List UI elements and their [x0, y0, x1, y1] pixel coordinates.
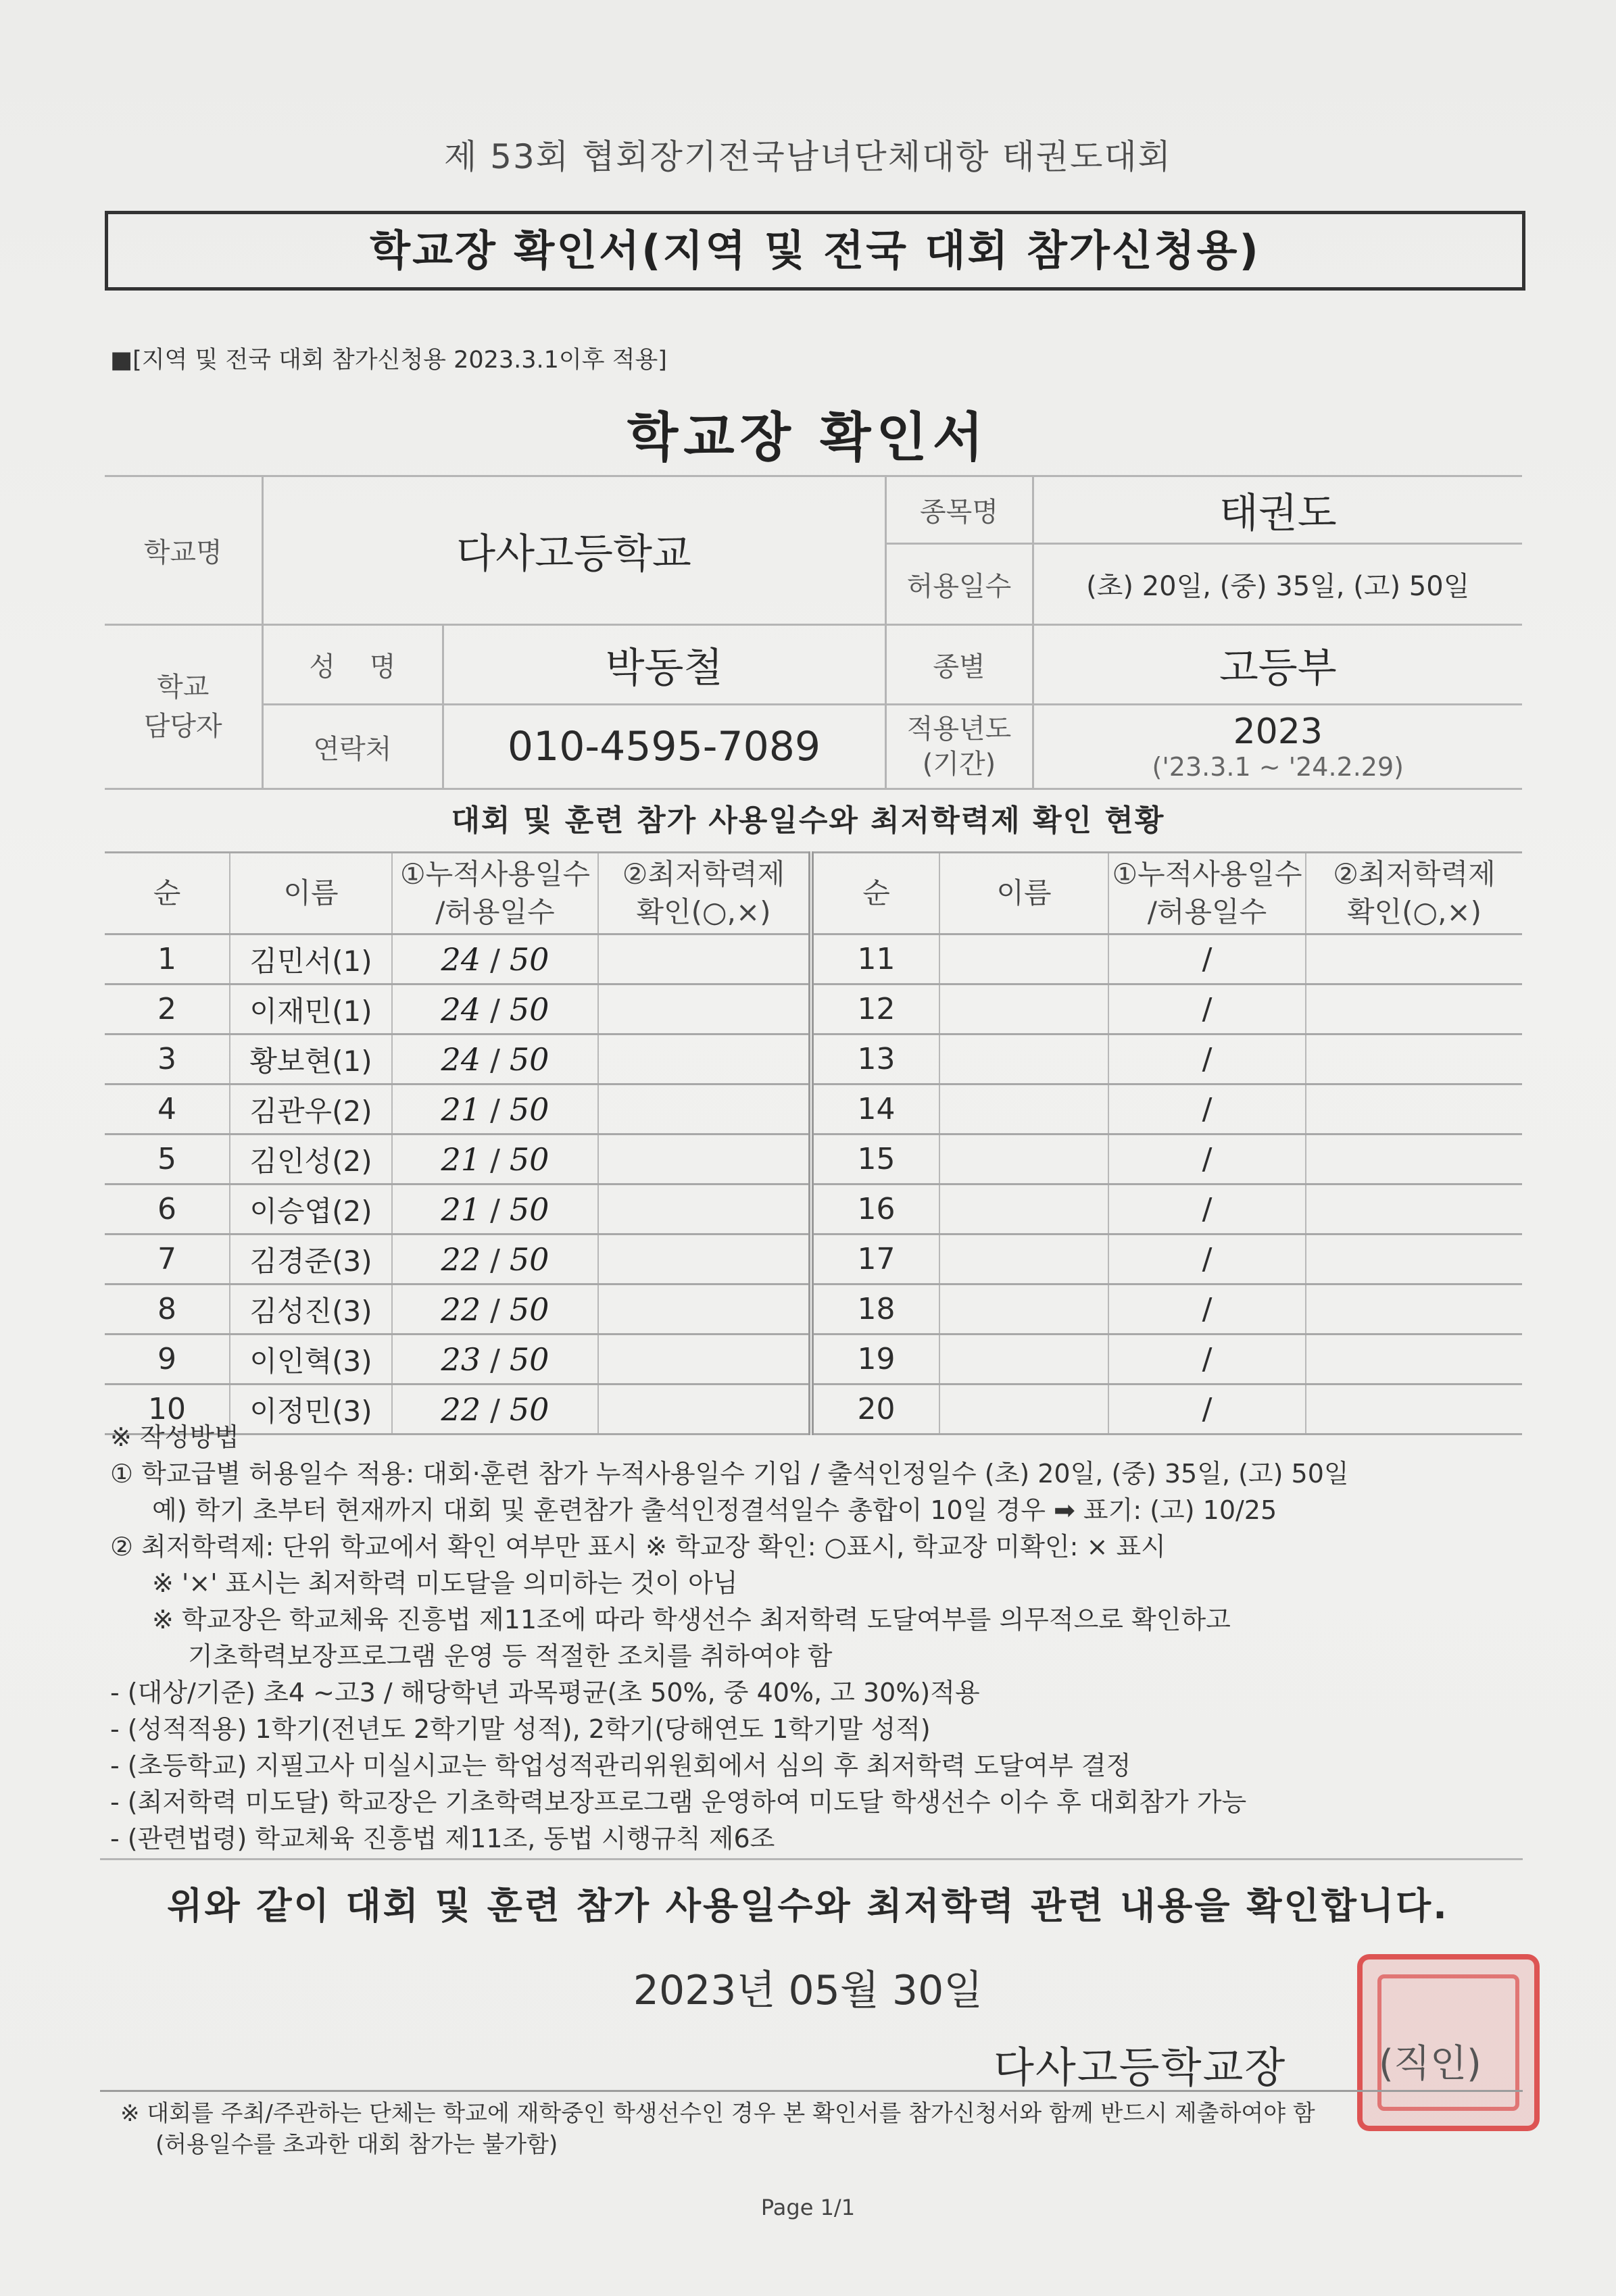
- row-number: 19: [811, 1334, 939, 1384]
- student-name-empty: [939, 984, 1108, 1034]
- header-check: ②최저학력제 확인(○,×): [598, 853, 811, 934]
- row-number: 15: [811, 1134, 939, 1184]
- student-name: 김성진(3): [230, 1284, 392, 1334]
- table-row: [105, 1334, 1522, 1384]
- school-name: 다사고등학교: [262, 476, 885, 625]
- row-number: 17: [811, 1234, 939, 1284]
- handwritten-allowed-days: 50: [509, 1341, 549, 1378]
- school-label: 학교명: [105, 476, 262, 625]
- days-used: [392, 984, 598, 1034]
- academic-check-cell: [1306, 1234, 1522, 1284]
- student-name: 김민서(1): [230, 934, 392, 984]
- academic-check-cell: [598, 1334, 811, 1384]
- academic-check-cell: [1306, 1084, 1522, 1134]
- slash-separator: /: [481, 1093, 510, 1128]
- table-row: [105, 1284, 1522, 1334]
- row-number: 11: [811, 934, 939, 984]
- info-table: [105, 475, 1522, 790]
- student-name-empty: [939, 1284, 1108, 1334]
- student-name-empty: [939, 1234, 1108, 1284]
- row-number: 6: [105, 1184, 230, 1234]
- handwritten-allowed-days: 50: [509, 1191, 549, 1228]
- academic-check-cell: [598, 1034, 811, 1084]
- row-number: 18: [811, 1284, 939, 1334]
- manager-name-label: 성 명: [262, 625, 443, 705]
- row-number: 8: [105, 1284, 230, 1334]
- manager-label: 학교 담당자: [105, 625, 262, 789]
- handwritten-used-days: 21: [441, 1091, 481, 1128]
- slash-separator: /: [481, 943, 510, 978]
- divider: [100, 1858, 1523, 1860]
- table-row: [105, 1084, 1522, 1134]
- student-name-empty: [939, 1184, 1108, 1234]
- student-name: 이재민(1): [230, 984, 392, 1034]
- days-slash: /: [1108, 1234, 1306, 1284]
- academic-check-cell: [598, 984, 811, 1034]
- row-number: 7: [105, 1234, 230, 1284]
- handwritten-used-days: 24: [441, 1041, 481, 1078]
- student-name: 김인성(2): [230, 1134, 392, 1184]
- note-item: ② 최저학력제: 단위 학교에서 확인 여부만 표시 ※ 학교장 확인: ○표시, 학교장 미확인: × 표시: [110, 1532, 1166, 1562]
- year-cell: [1033, 705, 1522, 789]
- row-number: 16: [811, 1184, 939, 1234]
- days-slash: /: [1108, 934, 1306, 984]
- handwritten-allowed-days: 50: [509, 941, 549, 978]
- handwritten-allowed-days: 50: [509, 1091, 549, 1128]
- contact-value: 010-4595-7089: [443, 705, 885, 789]
- days-used: [392, 1334, 598, 1384]
- slash-separator: /: [481, 1193, 510, 1228]
- academic-check-cell: [598, 1234, 811, 1284]
- days-used: [392, 1184, 598, 1234]
- row-number: 4: [105, 1084, 230, 1134]
- header-check-right: ②최저학력제 확인(○,×): [1306, 853, 1522, 934]
- table-row: [105, 934, 1522, 984]
- academic-check-cell: [1306, 1184, 1522, 1234]
- student-name-empty: [939, 1084, 1108, 1134]
- academic-check-cell: [598, 1084, 811, 1134]
- sport-value: 태권도: [1033, 476, 1522, 544]
- handwritten-used-days: 24: [441, 991, 481, 1028]
- slash-separator: /: [481, 1243, 510, 1278]
- row-number: 10: [105, 1384, 230, 1434]
- days-slash: /: [1108, 1134, 1306, 1184]
- note-item: 기초학력보장프로그램 운영 등 적절한 조치를 취하여야 함: [188, 1641, 833, 1671]
- days-used: [392, 1134, 598, 1184]
- note-item: ※ '×' 표시는 최저학력 미도달을 의미하는 것이 아님: [152, 1568, 738, 1598]
- header-name-right: 이름: [939, 853, 1108, 934]
- applicability-note: ■[지역 및 전국 대회 참가신청용 2023.3.1이후 적용]: [110, 347, 667, 374]
- handwritten-allowed-days: 50: [509, 1141, 549, 1178]
- student-name: 김관우(2): [230, 1084, 392, 1134]
- section-title: 대회 및 훈련 참가 사용일수와 최저학력제 확인 현황: [451, 803, 1165, 838]
- row-number: 5: [105, 1134, 230, 1184]
- instructions: [110, 1419, 1529, 1857]
- academic-check-cell: [1306, 934, 1522, 984]
- academic-check-cell: [598, 1134, 811, 1184]
- slash-separator: /: [481, 1343, 510, 1378]
- academic-check-cell: [1306, 1134, 1522, 1184]
- note-item: - (최저학력 미도달) 학교장은 기초학력보장프로그램 운영하여 미도달 학생선수 이수 후 대회참가 가능: [110, 1787, 1247, 1817]
- student-name-empty: [939, 1334, 1108, 1384]
- days-slash: /: [1108, 1184, 1306, 1234]
- attendance-table: [105, 851, 1522, 1435]
- days-used: [392, 1084, 598, 1134]
- days-used: [392, 934, 598, 984]
- principal-title: 다사고등학교장: [994, 2043, 1287, 2092]
- confirmation-statement: 위와 같이 대회 및 훈련 참가 사용일수와 최저학력 관련 내용을 확인합니다.: [167, 1885, 1449, 1927]
- row-number: 12: [811, 984, 939, 1034]
- handwritten-allowed-days: 50: [509, 1291, 549, 1328]
- issue-date: 2023년 05월 30일: [633, 1967, 983, 2014]
- header-days: ①누적사용일수 /허용일수: [392, 853, 598, 934]
- handwritten-allowed-days: 50: [509, 1391, 549, 1428]
- table-row: [105, 1034, 1522, 1084]
- academic-check-cell: [598, 1184, 811, 1234]
- student-name-empty: [939, 1034, 1108, 1084]
- handwritten-used-days: 22: [441, 1291, 481, 1328]
- student-name: 황보현(1): [230, 1034, 392, 1084]
- student-name: 이인혁(3): [230, 1334, 392, 1384]
- table-row: [105, 1184, 1522, 1234]
- days-slash: /: [1108, 1334, 1306, 1384]
- slash-separator: /: [481, 993, 510, 1028]
- contact-label: 연락처: [262, 705, 443, 789]
- form-title-box: 학교장 확인서(지역 및 전국 대회 참가신청용): [105, 211, 1525, 291]
- division-label: 종별: [885, 625, 1033, 705]
- row-number: 3: [105, 1034, 230, 1084]
- days-used: [392, 1034, 598, 1084]
- note-item: - (관련법령) 학교체육 진흥법 제11조, 동법 시행규칙 제6조: [110, 1824, 775, 1853]
- division-value: 고등부: [1033, 625, 1522, 705]
- table-row: [105, 984, 1522, 1034]
- handwritten-used-days: 23: [441, 1341, 481, 1378]
- student-name-empty: [939, 934, 1108, 984]
- footnote-line: ※ 대회를 주최/주관하는 단체는 학교에 재학중인 학생선수인 경우 본 확인서를 참가신청서와 함께 반드시 제출하여야 함: [120, 2100, 1315, 2127]
- row-number: 13: [811, 1034, 939, 1084]
- divider: [100, 2090, 1523, 2092]
- note-item: - (대상/기준) 초4 ~고3 / 해당학년 과목평균(초 50%, 중 40%, 고 30%)적용: [110, 1678, 980, 1707]
- student-name: 이정민(3): [230, 1384, 392, 1434]
- note-item: - (성적적용) 1학기(전년도 2학기말 성적), 2학기(당해연도 1학기말 성적): [110, 1714, 931, 1744]
- row-number: 9: [105, 1334, 230, 1384]
- note-item: - (초등학교) 지필고사 미실시교는 학업성적관리위원회에서 심의 후 최저학력 도달여부 결정: [110, 1751, 1131, 1780]
- handwritten-allowed-days: 50: [509, 991, 549, 1028]
- note-item: ※ 학교장은 학교체육 진흥법 제11조에 따라 학생선수 최저학력 도달여부를 의무적으로 확인하고: [152, 1605, 1231, 1634]
- year-label: 적용년도 (기간): [885, 705, 1033, 789]
- page-number: Page 1/1: [760, 2195, 856, 2220]
- year-period: ('23.3.1 ~ '24.2.29): [1152, 752, 1404, 782]
- handwritten-allowed-days: 50: [509, 1041, 549, 1078]
- sport-label: 종목명: [885, 476, 1033, 544]
- footnote-line: (허용일수를 초과한 대회 참가는 불가함): [155, 2131, 558, 2158]
- note-item: ① 학교급별 허용일수 적용: 대회·훈련 참가 누적사용일수 기입 / 출석인정일수 (초) 20일, (중) 35일, (고) 50일: [110, 1459, 1349, 1489]
- days-slash: /: [1108, 1284, 1306, 1334]
- student-name: 김경준(3): [230, 1234, 392, 1284]
- main-title: 학교장 확인서: [627, 407, 989, 468]
- header-no: 순: [105, 853, 230, 934]
- header-name: 이름: [230, 853, 392, 934]
- academic-check-cell: [598, 1284, 811, 1334]
- handwritten-used-days: 21: [441, 1141, 481, 1178]
- allowed-days-label: 허용일수: [885, 544, 1033, 625]
- header-no-right: 순: [811, 853, 939, 934]
- days-used: [392, 1234, 598, 1284]
- note-item: 예) 학기 초부터 현재까지 대회 및 훈련참가 출석인정결석일수 총합이 10일 경우 ➡ 표기: (고) 10/25: [152, 1495, 1277, 1525]
- slash-separator: /: [481, 1293, 510, 1328]
- days-slash: /: [1108, 1084, 1306, 1134]
- footnote: [120, 2098, 1315, 2160]
- academic-check-cell: [1306, 1334, 1522, 1384]
- handwritten-used-days: 22: [441, 1241, 481, 1278]
- table-row: [105, 1234, 1522, 1284]
- slash-separator: /: [481, 1043, 510, 1078]
- event-title: 제 53회 협회장기전국남녀단체대항 태권도대회: [443, 137, 1172, 176]
- student-name: 이승엽(2): [230, 1184, 392, 1234]
- row-number: 20: [811, 1384, 939, 1434]
- handwritten-used-days: 24: [441, 941, 481, 978]
- days-slash: /: [1108, 1384, 1306, 1434]
- allowed-days-value: (초) 20일, (중) 35일, (고) 50일: [1033, 544, 1522, 625]
- table-row: [105, 1134, 1522, 1184]
- manager-name: 박동철: [443, 625, 885, 705]
- academic-check-cell: [1306, 1034, 1522, 1084]
- slash-separator: /: [481, 1143, 510, 1178]
- year-value: 2023: [1233, 712, 1323, 752]
- handwritten-used-days: 22: [441, 1391, 481, 1428]
- academic-check-cell: [1306, 984, 1522, 1034]
- row-number: 2: [105, 984, 230, 1034]
- academic-check-cell: [598, 934, 811, 984]
- handwritten-used-days: 21: [441, 1191, 481, 1228]
- handwritten-allowed-days: 50: [509, 1241, 549, 1278]
- student-name-empty: [939, 1134, 1108, 1184]
- row-number: 1: [105, 934, 230, 984]
- slash-separator: /: [481, 1393, 510, 1428]
- seal-label: (직인): [1379, 2042, 1482, 2086]
- days-used: [392, 1284, 598, 1334]
- note-heading: ※ 작성방법: [110, 1422, 239, 1452]
- days-slash: /: [1108, 1034, 1306, 1084]
- academic-check-cell: [1306, 1284, 1522, 1334]
- row-number: 14: [811, 1084, 939, 1134]
- header-days-right: ①누적사용일수 /허용일수: [1108, 853, 1306, 934]
- days-slash: /: [1108, 984, 1306, 1034]
